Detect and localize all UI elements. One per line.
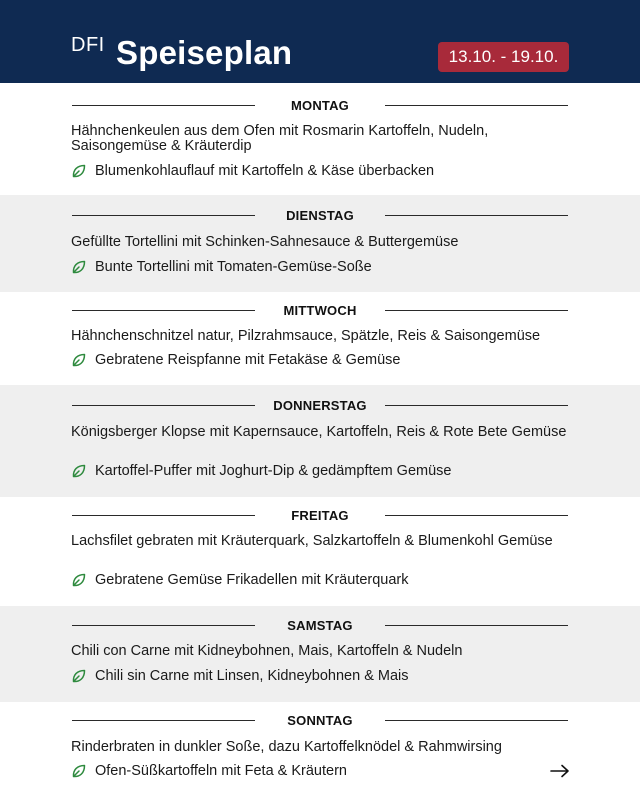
brand-logo: DFI <box>71 34 105 56</box>
vegetarian-dish-label: Blumenkohlauflauf mit Kartoffeln & Käse überbacken <box>95 163 435 179</box>
main-dish: Rinderbraten in dunkler Soße, dazu Kartoffelknödel & Rahmwirsing <box>71 739 502 755</box>
day-header <box>72 712 568 728</box>
day-header <box>72 207 568 223</box>
day-name: DIENSTAG <box>286 207 354 223</box>
leaf-icon <box>71 668 87 684</box>
day-name: MITTWOCH <box>283 302 357 318</box>
divider-left <box>72 215 255 216</box>
day-thursday <box>0 385 640 497</box>
day-name: SONNTAG <box>287 712 353 728</box>
day-name: MONTAG <box>290 97 349 113</box>
vegetarian-dish <box>71 762 580 780</box>
vegetarian-dish-label: Gebratene Reispfanne mit Fetakäse & Gemüse <box>95 352 401 368</box>
divider-right <box>385 215 568 216</box>
header <box>0 0 640 83</box>
divider-right <box>385 310 568 311</box>
day-header <box>72 397 568 413</box>
day-friday <box>0 497 640 606</box>
leaf-icon <box>71 352 87 368</box>
day-sunday <box>0 702 640 800</box>
main-dish: Hähnchenschnitzel natur, Pilzrahmsauce, Spätzle, Reis & Saisongemüse <box>71 328 541 344</box>
day-name: FREITAG <box>291 507 349 523</box>
date-range-badge: 13.10. - 19.10. <box>438 42 569 72</box>
vegetarian-dish <box>71 351 580 369</box>
day-saturday <box>0 606 640 702</box>
vegetarian-dish <box>71 462 580 480</box>
vegetarian-dish-label: Chili sin Carne mit Linsen, Kidneybohnen & Mais <box>95 668 409 684</box>
day-header <box>72 302 568 318</box>
day-header <box>72 507 568 523</box>
divider-right <box>385 105 568 106</box>
leaf-icon <box>71 163 87 179</box>
leaf-icon <box>71 572 87 588</box>
leaf-icon <box>71 259 87 275</box>
divider-left <box>72 105 255 106</box>
page-title: Speiseplan <box>116 34 293 71</box>
divider-left <box>72 515 255 516</box>
vegetarian-dish <box>71 667 580 685</box>
main-dish: Chili con Carne mit Kidneybohnen, Mais, Kartoffeln & Nudeln <box>71 643 463 659</box>
day-monday <box>0 83 640 195</box>
leaf-icon <box>71 463 87 479</box>
vegetarian-dish <box>71 571 580 589</box>
main-dish: Hähnchenkeulen aus dem Ofen mit Rosmarin Kartoffeln, Nudeln, Saisongemüse & Kräuterdip <box>71 123 489 154</box>
main-dish: Lachsfilet gebraten mit Kräuterquark, Salzkartoffeln & Blumenkohl Gemüse <box>71 533 553 549</box>
divider-left <box>72 625 255 626</box>
day-header <box>72 97 568 113</box>
divider-right <box>385 720 568 721</box>
vegetarian-dish-label: Bunte Tortellini mit Tomaten-Gemüse-Soße <box>95 259 372 275</box>
main-dish: Gefüllte Tortellini mit Schinken-Sahnesauce & Buttergemüse <box>71 234 459 250</box>
day-name: DONNERSTAG <box>273 397 367 413</box>
day-tuesday <box>0 195 640 292</box>
vegetarian-dish <box>71 258 580 276</box>
vegetarian-dish-label: Gebratene Gemüse Frikadellen mit Kräuterquark <box>95 572 409 588</box>
divider-right <box>385 405 568 406</box>
day-header <box>72 617 568 633</box>
vegetarian-dish-label: Ofen-Süßkartoffeln mit Feta & Kräutern <box>95 763 347 779</box>
day-wednesday <box>0 292 640 385</box>
vegetarian-dish-label: Kartoffel-Puffer mit Joghurt-Dip & gedämpftem Gemüse <box>95 463 452 479</box>
divider-left <box>72 310 255 311</box>
day-name: SAMSTAG <box>287 617 353 633</box>
divider-right <box>385 625 568 626</box>
leaf-icon <box>71 763 87 779</box>
main-dish: Königsberger Klopse mit Kapernsauce, Kartoffeln, Reis & Rote Bete Gemüse <box>71 424 567 440</box>
vegetarian-dish <box>71 162 580 180</box>
arrow-right-icon[interactable] <box>550 764 570 778</box>
divider-left <box>72 405 255 406</box>
divider-left <box>72 720 255 721</box>
divider-right <box>385 515 568 516</box>
